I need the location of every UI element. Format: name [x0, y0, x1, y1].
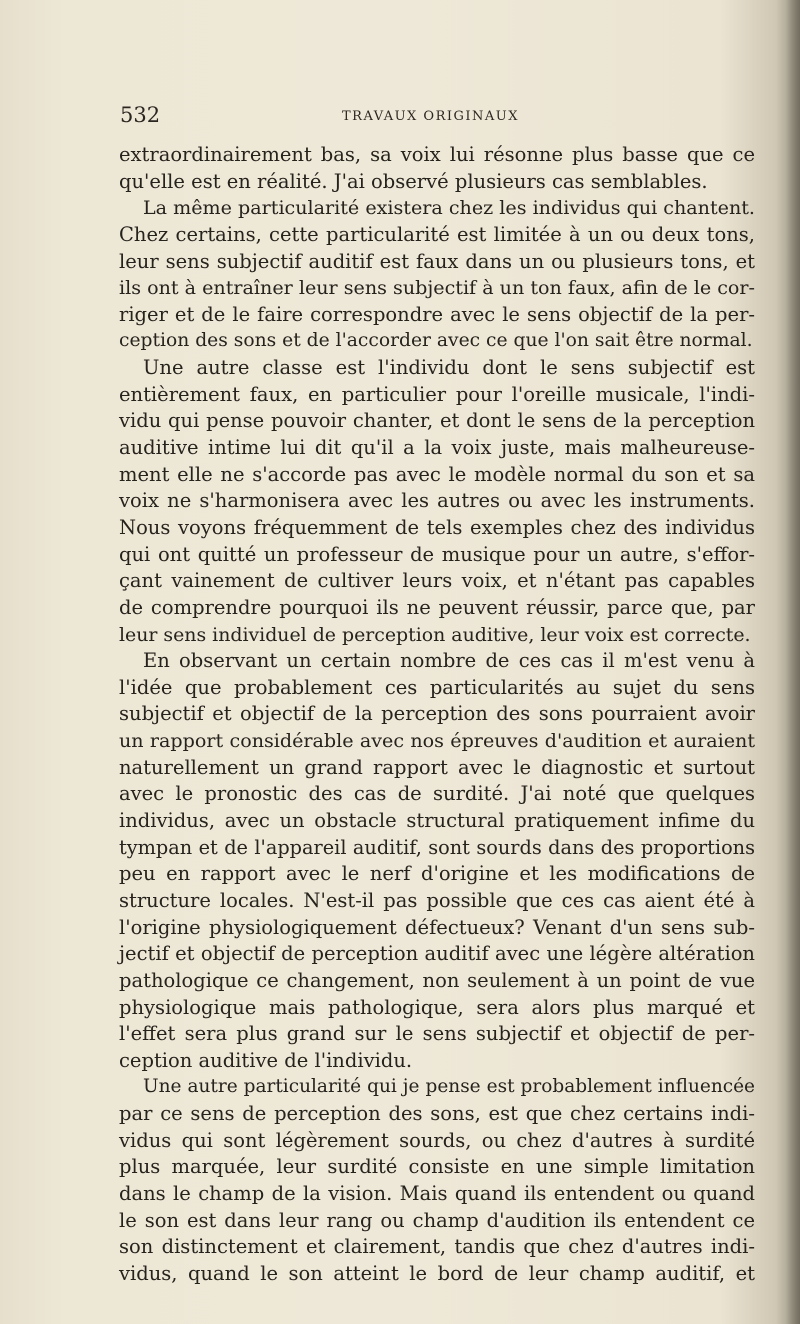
text-line: qu'elle est en réalité. J'ai observé plusieurs cas semblables. — [119, 169, 708, 193]
text-line: pathologique ce changement, non seulement à un point de vue — [119, 968, 755, 992]
text-line: Une autre particularité qui je pense est probablement influencée — [143, 1076, 755, 1098]
text-line: riger et de le faire correspondre avec le sens objectif de la per- — [119, 302, 755, 326]
text-line: peu en rapport avec le nerf d'origine et les modifications de — [119, 862, 755, 886]
text-line: par ce sens de perception des sons, est que chez certains indi- — [119, 1102, 755, 1126]
running-head: TRAVAUX ORIGINAUX — [342, 109, 520, 124]
text-line: extraordinairement bas, sa voix lui résonne plus basse que ce — [119, 143, 755, 166]
text-line: Une autre classe est l'individu dont le sens subjectif est — [143, 356, 755, 380]
text-line: dans le champ de la vision. Mais quand ils entendent ou quand — [119, 1181, 755, 1205]
text-line: La même particularité existera chez les individus qui chantent. — [143, 196, 755, 220]
text-line: plus marquée, leur surdité consiste en une simple limitation — [119, 1155, 755, 1179]
text-line: vidus, quand le son atteint le bord de leur champ auditif, et — [119, 1261, 755, 1285]
text-line: l'origine physiologiquement défectueux? Venant d'un sens sub- — [119, 915, 755, 939]
text-line: l'effet sera plus grand sur le sens subjectif et objectif de per- — [119, 1022, 755, 1046]
text-line: ception des sons et de l'accorder avec ce que l'on sait être normal. — [119, 330, 753, 352]
text-line: individus, avec un obstacle structural pratiquement infime du — [119, 809, 755, 833]
page-edge-shadow — [786, 0, 800, 1324]
text-line: jectif et objectif de perception auditif avec une légère altération — [119, 942, 755, 966]
text-line: son distinctement et clairement, tandis que chez d'autres indi- — [119, 1235, 755, 1259]
text-line: l'idée que probablement ces particularités au sujet du sens — [119, 675, 755, 699]
text-line: En observant un certain nombre de ces cas il m'est venu à — [143, 649, 755, 673]
text-line: ception auditive de l'individu. — [119, 1048, 413, 1072]
text-line: avec le pronostic des cas de surdité. J'ai noté que quelques — [119, 782, 755, 806]
text-line: naturellement un grand rapport avec le diagnostic et surtout — [119, 755, 755, 779]
text-line: voix ne s'harmonisera avec les autres ou avec les instruments. — [119, 489, 755, 513]
text-line: entièrement faux, en particulier pour l'oreille musicale, l'indi- — [119, 382, 755, 406]
text-line: tympan et de l'appareil auditif, sont sourds dans des proportions — [119, 835, 755, 859]
body-text — [119, 142, 755, 1288]
page-number: 532 — [120, 103, 161, 127]
text-line: ment elle ne s'accorde pas avec le modèle normal du son et sa — [119, 462, 755, 486]
text-line: structure locales. N'est-il pas possible que ces cas aient été à — [119, 888, 755, 912]
text-line: un rapport considérable avec nos épreuves d'audition et auraient — [119, 729, 755, 753]
text-line: Chez certains, cette particularité est limitée à un ou deux tons, — [119, 222, 755, 246]
text-line: auditive intime lui dit qu'il a la voix juste, mais malheureuse- — [119, 436, 755, 460]
text-line: çant vainement de cultiver leurs voix, et n'étant pas capables — [119, 569, 755, 593]
text-line: ils ont à entraîner leur sens subjectif à un ton faux, afin de le cor- — [119, 276, 755, 300]
text-line: leur sens subjectif auditif est faux dans un ou plusieurs tons, et — [119, 249, 755, 273]
text-line: leur sens individuel de perception auditive, leur voix est correcte. — [119, 623, 751, 646]
page-header — [120, 103, 754, 133]
text-line: subjectif et objectif de la perception des sons pourraient avoir — [119, 702, 755, 726]
text-line: vidus qui sont légèrement sourds, ou chez d'autres à surdité — [119, 1128, 755, 1152]
text-line: le son est dans leur rang ou champ d'audition ils entendent ce — [119, 1208, 755, 1232]
text-line: physiologique mais pathologique, sera alors plus marqué et — [119, 995, 755, 1019]
text-line: vidu qui pense pouvoir chanter, et dont le sens de la perception — [119, 409, 755, 433]
text-line: Nous voyons fréquemment de tels exemples chez des individus — [119, 515, 755, 539]
text-line: qui ont quitté un professeur de musique pour un autre, s'effor- — [119, 542, 755, 566]
text-line: de comprendre pourquoi ils ne peuvent réussir, parce que, par — [119, 595, 755, 619]
